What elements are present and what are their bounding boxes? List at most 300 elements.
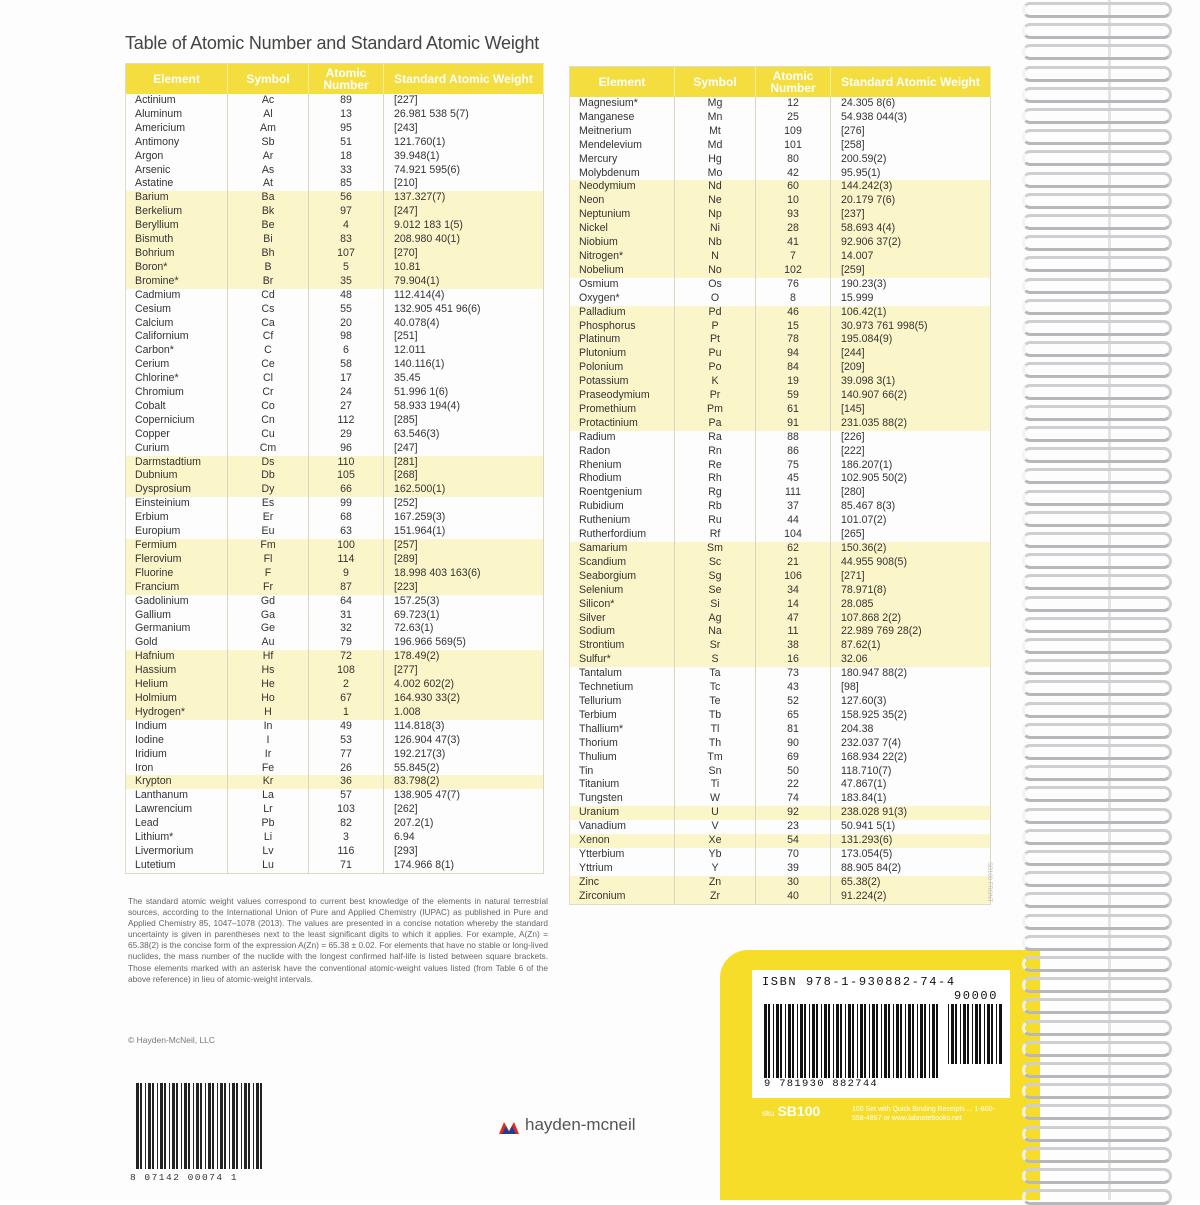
element-symbol: Sr [675,639,756,653]
element-symbol: Ti [675,778,756,792]
atomic-number: 80 [756,153,831,167]
atomic-weight: 101.07(2) [831,514,991,528]
spiral-coil [1022,384,1172,400]
element-table-right [569,66,991,905]
element-row [126,428,544,442]
element-name: Nickel [570,222,675,236]
element-name: Neon [570,194,675,208]
atomic-number: 33 [309,164,384,178]
element-symbol: S [675,653,756,667]
element-row [126,414,544,428]
atomic-weight: [210] [384,177,544,191]
element-name: Niobium [570,236,675,250]
atomic-weight: 87.62(1) [831,639,991,653]
element-name: Copper [126,428,228,442]
spiral-coil [1022,1062,1172,1078]
element-row [570,862,991,876]
atomic-number: 116 [309,845,384,859]
atomic-weight: [247] [384,205,544,219]
atomic-number: 77 [309,748,384,762]
atomic-weight: 54.938 044(3) [831,111,991,125]
spiral-coil [1022,638,1172,654]
atomic-number: 99 [309,497,384,511]
element-name: Yttrium [570,862,675,876]
element-name: Chromium [126,386,228,400]
element-row [126,803,544,817]
atomic-number: 41 [756,236,831,250]
atomic-weight: 51.996 1(6) [384,386,544,400]
element-row [126,191,544,205]
atomic-number: 88 [756,431,831,445]
element-row [570,375,991,389]
atomic-number: 75 [756,459,831,473]
atomic-weight: 18.998 403 163(6) [384,567,544,581]
spiral-coil [1022,278,1172,294]
isbn-digits: 9 781930 882744 [764,1078,879,1090]
element-row [570,612,991,626]
element-symbol: Tc [675,681,756,695]
atomic-number: 4 [309,219,384,233]
element-name: Einsteinium [126,497,228,511]
element-symbol: Li [228,831,309,845]
spiral-binding [1010,0,1200,1200]
spiral-coil [1022,129,1172,145]
element-symbol: Be [228,219,309,233]
atomic-number: 61 [756,403,831,417]
header-symbol: Symbol [675,67,756,98]
atomic-weight: 127.60(3) [831,695,991,709]
element-symbol: Ni [675,222,756,236]
element-row [126,233,544,247]
element-name: Actinium [126,94,228,108]
element-row [126,94,544,108]
atomic-number: 108 [309,664,384,678]
element-symbol: Pd [675,306,756,320]
isbn-addon: 90000 [953,989,998,1003]
element-symbol: Rf [675,528,756,542]
spiral-coil [1022,1168,1172,1184]
element-row [126,678,544,692]
atomic-weight: [247] [384,442,544,456]
element-row [126,553,544,567]
atomic-number: 106 [756,570,831,584]
element-symbol: Ra [675,431,756,445]
header-weight: Standard Atomic Weight [831,67,991,98]
element-symbol: Ce [228,358,309,372]
atomic-weight: 190.23(3) [831,278,991,292]
atomic-number: 58 [309,358,384,372]
atomic-number: 17 [309,372,384,386]
isbn-barcode-icon [764,1004,940,1078]
atomic-number: 112 [309,414,384,428]
atomic-weight: 121.760(1) [384,136,544,150]
element-name: Neptunium [570,208,675,222]
element-row [570,278,991,292]
element-row [126,358,544,372]
element-symbol: Ac [228,94,309,108]
element-row [570,848,991,862]
element-row [570,347,991,361]
atomic-number: 7 [756,250,831,264]
element-name: Lutetium [126,859,228,873]
atomic-number: 5 [309,261,384,275]
atomic-number: 14 [756,598,831,612]
element-row [126,720,544,734]
element-symbol: U [675,806,756,820]
element-row [570,389,991,403]
element-row [126,692,544,706]
element-name: Chlorine* [126,372,228,386]
element-symbol: N [675,250,756,264]
atomic-number: 18 [309,150,384,164]
element-name: Copernicium [126,414,228,428]
element-name: Uranium [570,806,675,820]
element-symbol: Ds [228,456,309,470]
atomic-weight: [262] [384,803,544,817]
atomic-weight: 6.94 [384,831,544,845]
atomic-number: 63 [309,525,384,539]
atomic-weight: 168.934 22(2) [831,751,991,765]
spiral-coil [1022,362,1172,378]
atomic-number: 111 [756,486,831,500]
element-name: Promethium [570,403,675,417]
element-row [570,333,991,347]
atomic-weight: 232.037 7(4) [831,737,991,751]
atomic-number: 35 [309,275,384,289]
element-name: Cobalt [126,400,228,414]
atomic-number: 23 [756,820,831,834]
element-symbol: Bi [228,233,309,247]
atomic-number: 86 [756,445,831,459]
atomic-number: 59 [756,389,831,403]
element-name: Hafnium [126,650,228,664]
element-row [570,153,991,167]
element-symbol: Rn [675,445,756,459]
spiral-coil [1022,426,1172,442]
element-name: Selenium [570,584,675,598]
element-symbol: Fe [228,762,309,776]
element-symbol: Zn [675,876,756,890]
spiral-coil [1022,320,1172,336]
element-row [570,180,991,194]
element-symbol: Ga [228,609,309,623]
spiral-coil [1022,808,1172,824]
element-name: Barium [126,191,228,205]
element-symbol: Rg [675,486,756,500]
element-row [570,876,991,890]
element-row [126,511,544,525]
element-name: Zinc [570,876,675,890]
element-symbol: Cd [228,289,309,303]
atomic-number: 24 [309,386,384,400]
element-row [126,762,544,776]
element-name: Nitrogen* [570,250,675,264]
element-name: Rhenium [570,459,675,473]
atomic-weight: 24.305 8(6) [831,97,991,111]
sku-description: 100 Set with Quick Binding Receipts ... 1-800-558-4857 or www.labnotebooks.net [852,1106,995,1122]
atomic-weight: [226] [831,431,991,445]
atomic-weight: 132.905 451 96(6) [384,303,544,317]
atomic-number: 39 [756,862,831,876]
atomic-number: 47 [756,612,831,626]
element-symbol: Kr [228,775,309,789]
element-row [126,595,544,609]
atomic-number: 12 [756,97,831,111]
element-name: Hassium [126,664,228,678]
atomic-weight: 35.45 [384,372,544,386]
element-symbol: Nd [675,180,756,194]
atomic-number: 20 [309,317,384,331]
element-symbol: Pu [675,347,756,361]
spiral-coil [1022,680,1172,696]
atomic-number: 101 [756,139,831,153]
atomic-weight: 207.2(1) [384,817,544,831]
atomic-number: 67 [309,692,384,706]
element-row [570,737,991,751]
element-symbol: Re [675,459,756,473]
header-atomic-number: Atomic Number [756,67,831,98]
element-row [126,150,544,164]
element-row [570,778,991,792]
element-symbol: Pm [675,403,756,417]
atomic-weight: 69.723(1) [384,609,544,623]
atomic-weight: 186.207(1) [831,459,991,473]
element-name: Xenon [570,834,675,848]
atomic-weight: 195.084(9) [831,333,991,347]
element-name: Americium [126,122,228,136]
element-name: Iridium [126,748,228,762]
atomic-weight: 140.116(1) [384,358,544,372]
element-symbol: Ta [675,667,756,681]
element-name: Platinum [570,333,675,347]
element-name: Titanium [570,778,675,792]
element-name: Tantalum [570,667,675,681]
atomic-number: 44 [756,514,831,528]
element-symbol: Xe [675,834,756,848]
spiral-coil [1022,1189,1172,1205]
atomic-weight: 40.078(4) [384,317,544,331]
element-row [570,723,991,737]
atomic-number: 9 [309,567,384,581]
element-name: Bromine* [126,275,228,289]
header-element: Element [570,67,675,98]
element-row [126,859,544,873]
spiral-coil [1022,786,1172,802]
element-symbol: Gd [228,595,309,609]
element-name: Ruthenium [570,514,675,528]
atomic-weight: 180.947 88(2) [831,667,991,681]
element-row [570,320,991,334]
element-name: Sulfur* [570,653,675,667]
element-row [126,303,544,317]
element-rows-right [570,97,991,904]
element-row [570,514,991,528]
spiral-coil [1022,150,1172,166]
element-symbol: Pr [675,389,756,403]
element-symbol: Bk [228,205,309,219]
atomic-weight: [293] [384,845,544,859]
atomic-weight: 74.921 595(6) [384,164,544,178]
element-symbol: Br [228,275,309,289]
atomic-weight: [271] [831,570,991,584]
element-name: Calcium [126,317,228,331]
element-row [570,709,991,723]
element-symbol: Ho [228,692,309,706]
spiral-coil [1022,659,1172,675]
element-name: Argon [126,150,228,164]
element-symbol: P [675,320,756,334]
atomic-number: 11 [756,625,831,639]
atomic-number: 78 [756,333,831,347]
element-row [126,108,544,122]
atomic-weight: [209] [831,361,991,375]
element-row [570,820,991,834]
element-name: Rhodium [570,472,675,486]
element-symbol: Fm [228,539,309,553]
header-symbol: Symbol [228,64,309,95]
element-name: Boron* [126,261,228,275]
element-symbol: Hg [675,153,756,167]
element-row [570,556,991,570]
page-title: Table of Atomic Number and Standard Atomic Weight [125,33,540,53]
element-row [570,403,991,417]
element-symbol: Bh [228,247,309,261]
element-name: Plutonium [570,347,675,361]
element-name: Dubnium [126,469,228,483]
element-row [126,845,544,859]
spiral-coil [1022,1041,1172,1057]
atomic-weight: [270] [384,247,544,261]
atomic-weight: 162.500(1) [384,483,544,497]
element-row [126,609,544,623]
element-row [126,442,544,456]
element-row [570,542,991,556]
element-name: Gallium [126,609,228,623]
element-row [570,765,991,779]
element-symbol: Th [675,737,756,751]
element-symbol: Cs [228,303,309,317]
element-name: Thulium [570,751,675,765]
atomic-number: 110 [309,456,384,470]
atomic-number: 51 [309,136,384,150]
atomic-weight: 63.546(3) [384,428,544,442]
spiral-coil [1022,341,1172,357]
atomic-number: 34 [756,584,831,598]
element-row [126,706,544,720]
element-name: Rutherfordium [570,528,675,542]
spiral-coil [1022,23,1172,39]
atomic-weight: 126.904 47(3) [384,734,544,748]
element-name: Silver [570,612,675,626]
atomic-number: 10 [756,194,831,208]
element-name: Germanium [126,622,228,636]
atomic-number: 90 [756,737,831,751]
element-row [570,431,991,445]
element-symbol: Y [675,862,756,876]
element-symbol: Cf [228,330,309,344]
atomic-number: 81 [756,723,831,737]
atomic-weight: 88.905 84(2) [831,862,991,876]
atomic-number: 45 [756,472,831,486]
element-symbol: Sc [675,556,756,570]
element-row [570,222,991,236]
element-symbol: Db [228,469,309,483]
element-symbol: Al [228,108,309,122]
element-row [570,500,991,514]
atomic-number: 6 [309,344,384,358]
element-symbol: W [675,792,756,806]
element-symbol: H [228,706,309,720]
element-name: Aluminum [126,108,228,122]
header-element: Element [126,64,228,95]
element-name: Manganese [570,111,675,125]
element-name: Berkelium [126,205,228,219]
element-name: Samarium [570,542,675,556]
atomic-weight: 150.36(2) [831,542,991,556]
element-row [570,792,991,806]
atomic-weight: 9.012 183 1(5) [384,219,544,233]
element-name: Radon [570,445,675,459]
element-name: Cesium [126,303,228,317]
atomic-weight: 238.028 91(3) [831,806,991,820]
atomic-weight: 39.948(1) [384,150,544,164]
brand-name: hayden-mcneil [525,1115,636,1134]
element-symbol: Ba [228,191,309,205]
element-name: Tin [570,765,675,779]
element-row [570,598,991,612]
atomic-weight: 157.25(3) [384,595,544,609]
element-row [126,664,544,678]
element-symbol: Eu [228,525,309,539]
element-row [570,125,991,139]
element-name: Tellurium [570,695,675,709]
element-name: Sodium [570,625,675,639]
spiral-coil [1022,2,1172,18]
element-symbol: I [228,734,309,748]
element-row [126,567,544,581]
atomic-number: 103 [309,803,384,817]
atomic-number: 22 [756,778,831,792]
element-row [570,653,991,667]
element-symbol: Er [228,511,309,525]
element-name: Praseodymium [570,389,675,403]
spiral-coil [1022,193,1172,209]
atomic-number: 60 [756,180,831,194]
spiral-coil [1022,1083,1172,1099]
atomic-weight: [276] [831,125,991,139]
element-row [570,625,991,639]
atomic-weight: 114.818(3) [384,720,544,734]
atomic-number: 79 [309,636,384,650]
element-row [570,194,991,208]
element-name: Meitnerium [570,125,675,139]
atomic-weight: [259] [831,264,991,278]
atomic-number: 64 [309,595,384,609]
atomic-number: 74 [756,792,831,806]
element-name: Dysprosium [126,483,228,497]
sku-prefix: sku [762,1109,775,1118]
element-name: Neodymium [570,180,675,194]
atomic-weight: [145] [831,403,991,417]
atomic-weight: 231.035 88(2) [831,417,991,431]
element-name: Erbium [126,511,228,525]
atomic-number: 54 [756,834,831,848]
element-symbol: Ge [228,622,309,636]
atomic-number: 84 [756,361,831,375]
spiral-coil [1022,702,1172,718]
atomic-number: 71 [309,859,384,873]
atomic-weight: 55.845(2) [384,762,544,776]
